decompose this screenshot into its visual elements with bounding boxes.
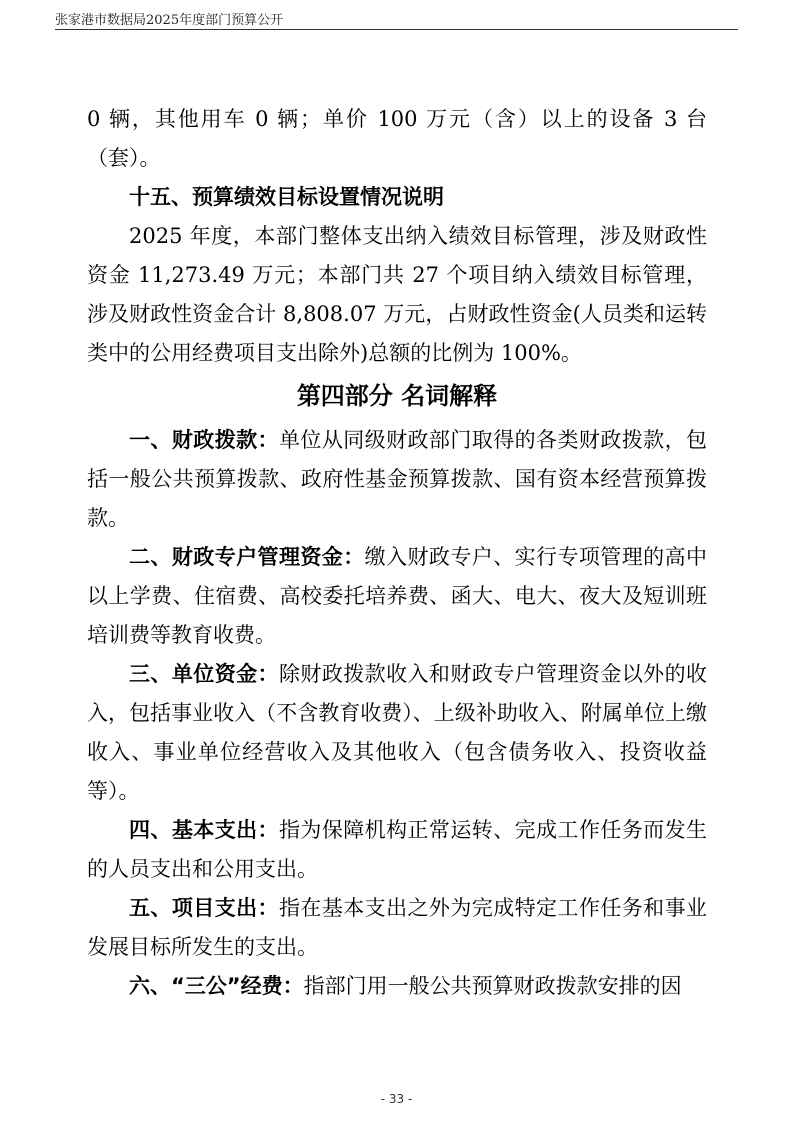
term-item bbox=[87, 538, 707, 655]
term-definition: 缴入财政专户、实行专项管理的高中以上学费、住宿费、高校委托培养费、函大、电大、夜大及短训班培训费等教育收费。 bbox=[87, 545, 708, 647]
term-definition: 指在基本支出之外为完成特定工作任务和事业发展目标所发生的支出。 bbox=[87, 896, 708, 959]
page-number: - 33 - bbox=[380, 1092, 413, 1106]
term-definition: 除财政拨款收入和财政专户管理资金以外的收入，包括事业收入（不含教育收费）、上级补助收入、附属单位上缴收入、事业单位经营收入及其他收入（包含债务收入、投资收益等）。 bbox=[87, 662, 708, 803]
term-item bbox=[87, 655, 707, 811]
term-definition: 指部门用一般公共预算财政拨款安排的因 bbox=[303, 974, 682, 998]
part-four-title: 第四部分 名词解释 bbox=[296, 382, 498, 410]
paragraph-performance: 2025 年度，本部门整体支出纳入绩效目标管理，涉及财政性资金 11,273.49 万元；本部门共 27 个项目纳入绩效目标管理，涉及财政性资金合计 8,808.07 万元，占财政性资金(人员类和运转类中的公用经费项目支出除外)总额的比例为 100%。 bbox=[87, 224, 707, 365]
term-item bbox=[87, 967, 707, 1006]
term-label: 六、“三公”经费： bbox=[129, 974, 304, 998]
term-item bbox=[87, 811, 707, 889]
page-header-title: 张家港市数据局2025年度部门预算公开 bbox=[55, 13, 284, 28]
document-body bbox=[87, 100, 707, 1006]
term-label: 三、单位资金： bbox=[129, 662, 279, 686]
term-definition: 指为保障机构正常运转、完成工作任务而发生的人员支出和公用支出。 bbox=[87, 818, 708, 881]
term-item bbox=[87, 889, 707, 967]
term-definition: 单位从同级财政部门取得的各类财政拨款，包括一般公共预算拨款、政府性基金预算拨款、国有资本经营预算拨款。 bbox=[87, 428, 708, 530]
term-label: 五、项目支出： bbox=[129, 896, 279, 920]
section-heading-15: 十五、预算绩效目标设置情况说明 bbox=[129, 185, 444, 209]
term-label: 一、财政拨款： bbox=[129, 428, 279, 452]
term-item bbox=[87, 421, 707, 538]
term-label: 四、基本支出： bbox=[129, 818, 279, 842]
header-divider bbox=[55, 29, 738, 30]
paragraph-vehicles: 0 辆，其他用车 0 辆；单价 100 万元（含）以上的设备 3 台（套）。 bbox=[87, 107, 707, 170]
term-label: 二、财政专户管理资金： bbox=[129, 545, 365, 569]
